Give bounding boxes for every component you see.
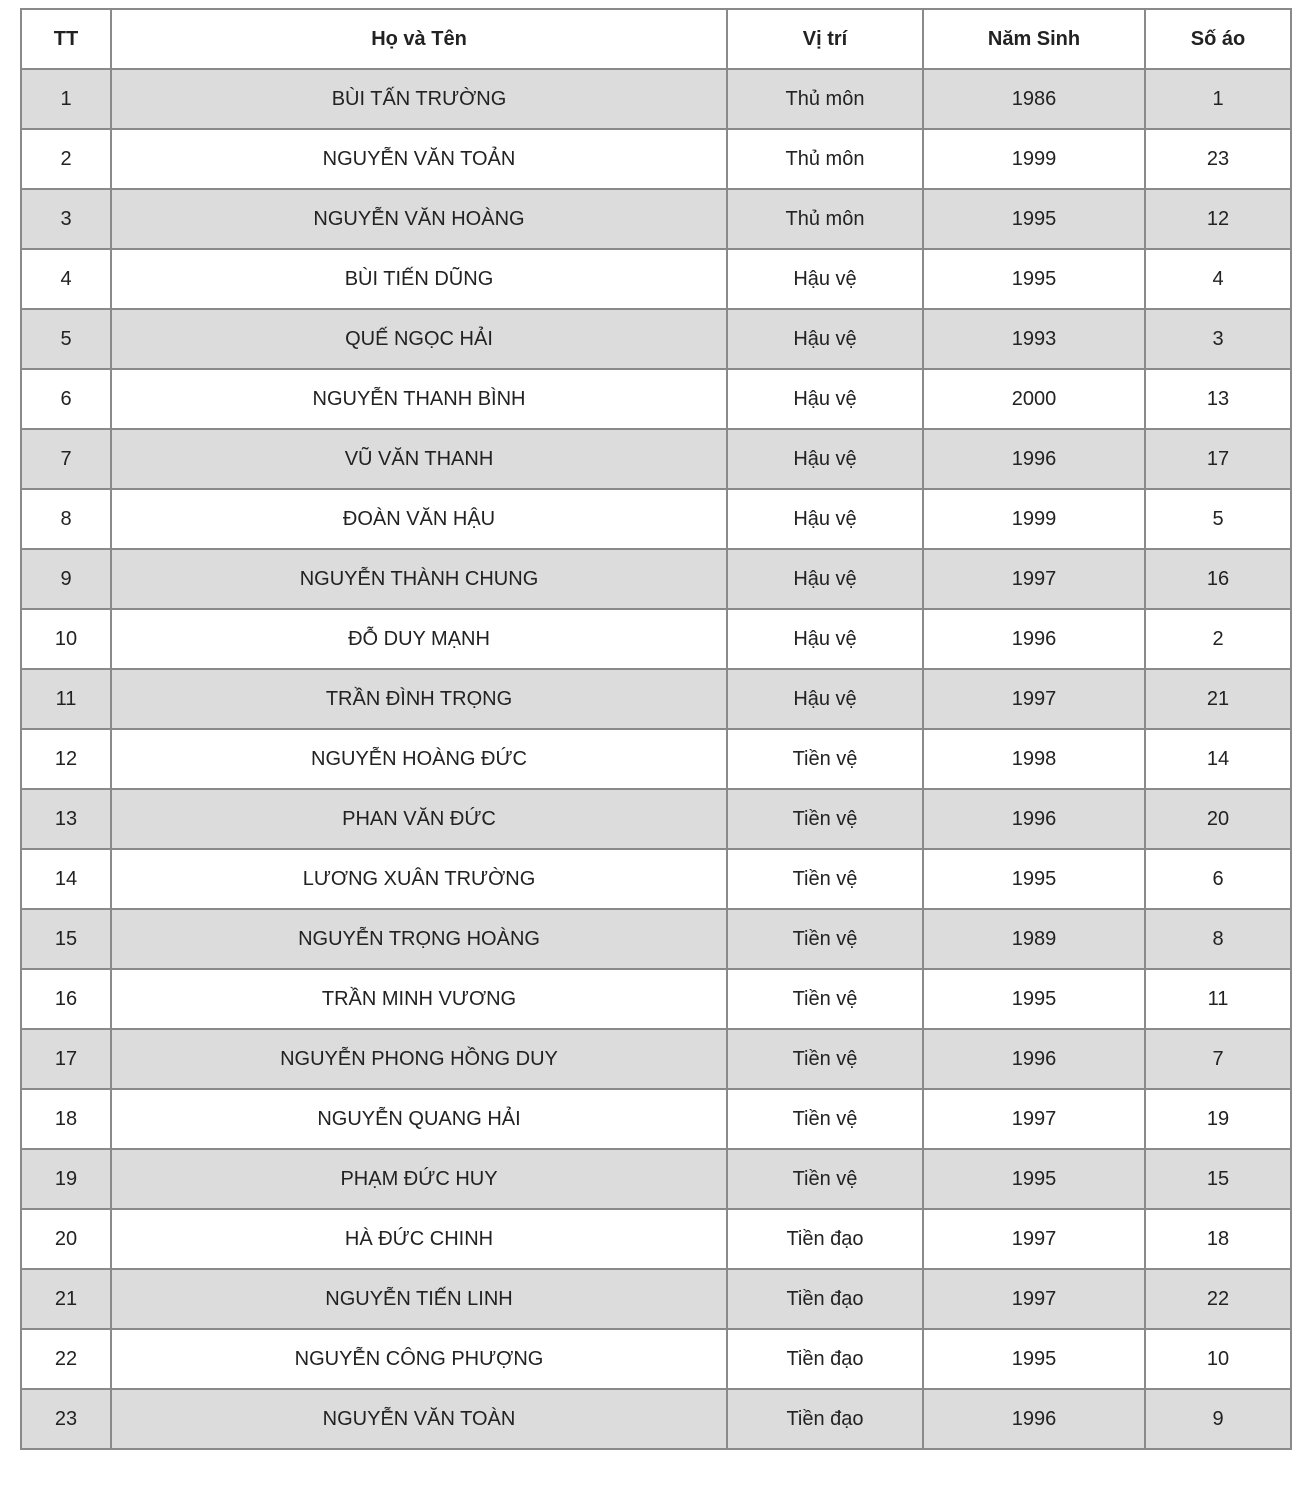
cell-tt: 6 bbox=[21, 369, 111, 429]
cell-position: Hậu vệ bbox=[727, 309, 923, 369]
header-position: Vị trí bbox=[727, 9, 923, 69]
table-row bbox=[21, 189, 1291, 249]
cell-birth-year: 1995 bbox=[923, 969, 1145, 1029]
cell-name: NGUYỄN THÀNH CHUNG bbox=[111, 549, 727, 609]
cell-tt: 16 bbox=[21, 969, 111, 1029]
cell-birth-year: 1995 bbox=[923, 249, 1145, 309]
cell-position: Tiền đạo bbox=[727, 1389, 923, 1449]
cell-name: NGUYỄN HOÀNG ĐỨC bbox=[111, 729, 727, 789]
cell-birth-year: 1999 bbox=[923, 129, 1145, 189]
cell-shirt-number: 18 bbox=[1145, 1209, 1291, 1269]
table-row bbox=[21, 1209, 1291, 1269]
table-body bbox=[21, 69, 1291, 1449]
cell-name: BÙI TẤN TRƯỜNG bbox=[111, 69, 727, 129]
cell-name: NGUYỄN CÔNG PHƯỢNG bbox=[111, 1329, 727, 1389]
cell-birth-year: 1999 bbox=[923, 489, 1145, 549]
cell-tt: 23 bbox=[21, 1389, 111, 1449]
cell-shirt-number: 9 bbox=[1145, 1389, 1291, 1449]
cell-birth-year: 1997 bbox=[923, 1209, 1145, 1269]
cell-position: Tiền vệ bbox=[727, 729, 923, 789]
cell-birth-year: 1996 bbox=[923, 429, 1145, 489]
cell-name: BÙI TIẾN DŨNG bbox=[111, 249, 727, 309]
cell-name: VŨ VĂN THANH bbox=[111, 429, 727, 489]
table-row bbox=[21, 69, 1291, 129]
cell-birth-year: 1995 bbox=[923, 849, 1145, 909]
table-row bbox=[21, 249, 1291, 309]
cell-shirt-number: 3 bbox=[1145, 309, 1291, 369]
cell-shirt-number: 17 bbox=[1145, 429, 1291, 489]
cell-position: Hậu vệ bbox=[727, 489, 923, 549]
cell-tt: 13 bbox=[21, 789, 111, 849]
cell-tt: 10 bbox=[21, 609, 111, 669]
cell-shirt-number: 15 bbox=[1145, 1149, 1291, 1209]
table-row bbox=[21, 609, 1291, 669]
table-row bbox=[21, 849, 1291, 909]
cell-birth-year: 1997 bbox=[923, 549, 1145, 609]
cell-position: Tiền đạo bbox=[727, 1269, 923, 1329]
cell-tt: 11 bbox=[21, 669, 111, 729]
cell-tt: 5 bbox=[21, 309, 111, 369]
cell-position: Tiền vệ bbox=[727, 1089, 923, 1149]
cell-position: Hậu vệ bbox=[727, 429, 923, 489]
cell-shirt-number: 5 bbox=[1145, 489, 1291, 549]
cell-position: Hậu vệ bbox=[727, 249, 923, 309]
cell-name: TRẦN ĐÌNH TRỌNG bbox=[111, 669, 727, 729]
table-row bbox=[21, 909, 1291, 969]
cell-birth-year: 1998 bbox=[923, 729, 1145, 789]
cell-shirt-number: 11 bbox=[1145, 969, 1291, 1029]
table-row bbox=[21, 309, 1291, 369]
table-row bbox=[21, 1389, 1291, 1449]
cell-shirt-number: 12 bbox=[1145, 189, 1291, 249]
table-row bbox=[21, 1089, 1291, 1149]
header-birth-year: Năm Sinh bbox=[923, 9, 1145, 69]
cell-name: NGUYỄN TIẾN LINH bbox=[111, 1269, 727, 1329]
cell-birth-year: 1995 bbox=[923, 1149, 1145, 1209]
cell-position: Tiền đạo bbox=[727, 1209, 923, 1269]
table-row bbox=[21, 429, 1291, 489]
header-tt: TT bbox=[21, 9, 111, 69]
cell-shirt-number: 20 bbox=[1145, 789, 1291, 849]
cell-name: ĐỖ DUY MẠNH bbox=[111, 609, 727, 669]
header-shirt-number: Số áo bbox=[1145, 9, 1291, 69]
cell-name: NGUYỄN THANH BÌNH bbox=[111, 369, 727, 429]
cell-name: LƯƠNG XUÂN TRƯỜNG bbox=[111, 849, 727, 909]
cell-tt: 14 bbox=[21, 849, 111, 909]
cell-tt: 18 bbox=[21, 1089, 111, 1149]
table-row bbox=[21, 369, 1291, 429]
cell-tt: 9 bbox=[21, 549, 111, 609]
table-row bbox=[21, 789, 1291, 849]
cell-tt: 20 bbox=[21, 1209, 111, 1269]
cell-name: ĐOÀN VĂN HẬU bbox=[111, 489, 727, 549]
cell-name: PHẠM ĐỨC HUY bbox=[111, 1149, 727, 1209]
cell-position: Thủ môn bbox=[727, 189, 923, 249]
cell-shirt-number: 13 bbox=[1145, 369, 1291, 429]
cell-shirt-number: 23 bbox=[1145, 129, 1291, 189]
table-row bbox=[21, 729, 1291, 789]
table-row bbox=[21, 1269, 1291, 1329]
cell-name: NGUYỄN PHONG HỒNG DUY bbox=[111, 1029, 727, 1089]
cell-birth-year: 1997 bbox=[923, 1089, 1145, 1149]
cell-position: Hậu vệ bbox=[727, 369, 923, 429]
cell-shirt-number: 8 bbox=[1145, 909, 1291, 969]
cell-shirt-number: 16 bbox=[1145, 549, 1291, 609]
cell-position: Hậu vệ bbox=[727, 549, 923, 609]
cell-birth-year: 1997 bbox=[923, 1269, 1145, 1329]
cell-tt: 21 bbox=[21, 1269, 111, 1329]
cell-shirt-number: 19 bbox=[1145, 1089, 1291, 1149]
cell-tt: 4 bbox=[21, 249, 111, 309]
table-row bbox=[21, 129, 1291, 189]
cell-name: HÀ ĐỨC CHINH bbox=[111, 1209, 727, 1269]
cell-tt: 2 bbox=[21, 129, 111, 189]
cell-birth-year: 1995 bbox=[923, 189, 1145, 249]
table-row bbox=[21, 489, 1291, 549]
cell-shirt-number: 21 bbox=[1145, 669, 1291, 729]
cell-shirt-number: 10 bbox=[1145, 1329, 1291, 1389]
cell-position: Hậu vệ bbox=[727, 669, 923, 729]
table-row bbox=[21, 1149, 1291, 1209]
cell-name: NGUYỄN VĂN TOẢN bbox=[111, 129, 727, 189]
cell-tt: 8 bbox=[21, 489, 111, 549]
header-name: Họ và Tên bbox=[111, 9, 727, 69]
cell-birth-year: 1997 bbox=[923, 669, 1145, 729]
cell-position: Tiền vệ bbox=[727, 789, 923, 849]
table-row bbox=[21, 549, 1291, 609]
cell-shirt-number: 2 bbox=[1145, 609, 1291, 669]
cell-shirt-number: 22 bbox=[1145, 1269, 1291, 1329]
player-roster-table bbox=[20, 8, 1292, 1450]
cell-tt: 12 bbox=[21, 729, 111, 789]
table-row bbox=[21, 1329, 1291, 1389]
cell-birth-year: 1993 bbox=[923, 309, 1145, 369]
cell-position: Tiền vệ bbox=[727, 969, 923, 1029]
cell-position: Hậu vệ bbox=[727, 609, 923, 669]
cell-birth-year: 1996 bbox=[923, 609, 1145, 669]
cell-name: NGUYỄN QUANG HẢI bbox=[111, 1089, 727, 1149]
cell-birth-year: 1995 bbox=[923, 1329, 1145, 1389]
cell-name: NGUYỄN VĂN TOÀN bbox=[111, 1389, 727, 1449]
cell-shirt-number: 6 bbox=[1145, 849, 1291, 909]
cell-shirt-number: 4 bbox=[1145, 249, 1291, 309]
cell-position: Tiền đạo bbox=[727, 1329, 923, 1389]
cell-tt: 17 bbox=[21, 1029, 111, 1089]
cell-shirt-number: 7 bbox=[1145, 1029, 1291, 1089]
table-header bbox=[21, 9, 1291, 69]
cell-name: PHAN VĂN ĐỨC bbox=[111, 789, 727, 849]
table-row bbox=[21, 1029, 1291, 1089]
cell-tt: 1 bbox=[21, 69, 111, 129]
cell-birth-year: 1989 bbox=[923, 909, 1145, 969]
cell-position: Tiền vệ bbox=[727, 849, 923, 909]
header-row bbox=[21, 9, 1291, 69]
cell-name: TRẦN MINH VƯƠNG bbox=[111, 969, 727, 1029]
cell-position: Tiền vệ bbox=[727, 909, 923, 969]
cell-tt: 7 bbox=[21, 429, 111, 489]
cell-position: Tiền vệ bbox=[727, 1149, 923, 1209]
cell-birth-year: 1986 bbox=[923, 69, 1145, 129]
cell-birth-year: 1996 bbox=[923, 1389, 1145, 1449]
cell-shirt-number: 14 bbox=[1145, 729, 1291, 789]
cell-birth-year: 1996 bbox=[923, 1029, 1145, 1089]
cell-birth-year: 2000 bbox=[923, 369, 1145, 429]
cell-shirt-number: 1 bbox=[1145, 69, 1291, 129]
cell-position: Thủ môn bbox=[727, 129, 923, 189]
table-row bbox=[21, 969, 1291, 1029]
cell-position: Thủ môn bbox=[727, 69, 923, 129]
cell-birth-year: 1996 bbox=[923, 789, 1145, 849]
table-row bbox=[21, 669, 1291, 729]
cell-name: NGUYỄN VĂN HOÀNG bbox=[111, 189, 727, 249]
cell-tt: 22 bbox=[21, 1329, 111, 1389]
cell-tt: 3 bbox=[21, 189, 111, 249]
cell-tt: 19 bbox=[21, 1149, 111, 1209]
cell-tt: 15 bbox=[21, 909, 111, 969]
cell-position: Tiền vệ bbox=[727, 1029, 923, 1089]
cell-name: NGUYỄN TRỌNG HOÀNG bbox=[111, 909, 727, 969]
cell-name: QUẾ NGỌC HẢI bbox=[111, 309, 727, 369]
